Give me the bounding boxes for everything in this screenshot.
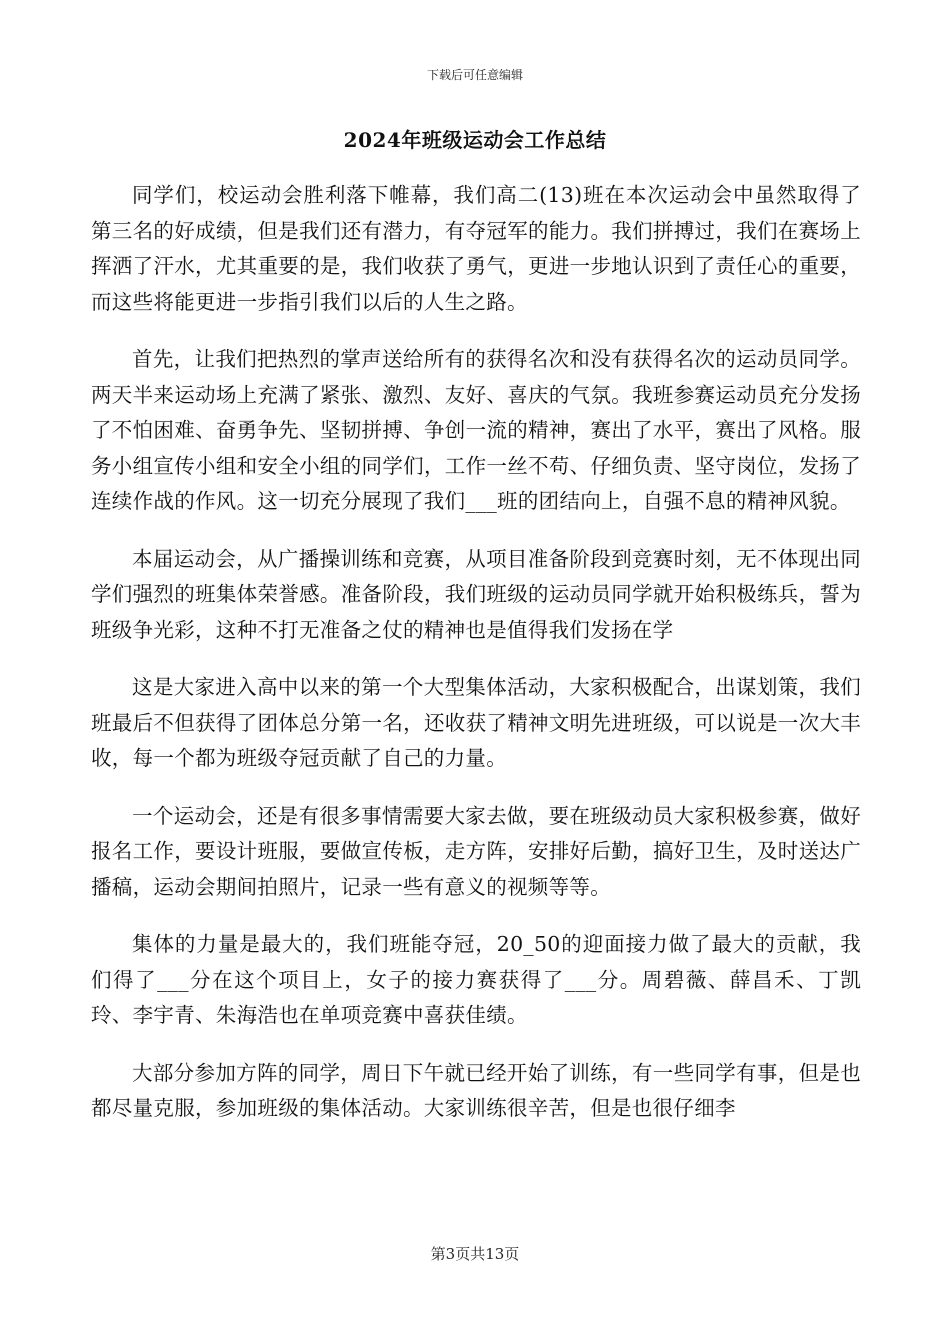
document-body bbox=[91, 178, 861, 1149]
paragraph-2: 首先，让我们把热烈的掌声送给所有的获得名次和没有获得名次的运动员同学。两天半来运动场上充满了紧张、激烈、友好、喜庆的气氛。我班参赛运动员充分发扬了不怕困难、奋勇争先、坚韧拼搏、争创一流的精神，赛出了水平，赛出了风格。服务小组宣传小组和安全小组的同学们，工作一丝不苟、仔细负责、坚守岗位，发扬了连续作战的作风。这一切充分展现了我们___班的团结向上，自强不息的精神风貌。 bbox=[91, 347, 861, 513]
document-title: 2024年班级运动会工作总结 bbox=[343, 128, 607, 152]
paragraph-4: 这是大家进入高中以来的第一个大型集体活动，大家积极配合，出谋划策，我们班最后不但获得了团体总分第一名，还收获了精神文明先进班级，可以说是一次大丰收，每一个都为班级夺冠贡献了自己的力量。 bbox=[91, 675, 861, 770]
header-note: 下载后可任意编辑 bbox=[426, 68, 523, 82]
paragraph-1: 同学们，校运动会胜利落下帷幕，我们高二(13)班在本次运动会中虽然取得了第三名的好成绩，但是我们还有潜力，有夺冠军的能力。我们拼搏过，我们在赛场上挥洒了汗水，尤其重要的是，我们收获了勇气，更进一步地认识到了责任心的重要，而这些将能更进一步指引我们以后的人生之路。 bbox=[91, 183, 861, 314]
page-number: 第3页共13页 bbox=[430, 1245, 520, 1263]
paragraph-7: 大部分参加方阵的同学，周日下午就已经开始了训练，有一些同学有事，但是也都尽量克服，参加班级的集体活动。大家训练很辛苦，但是也很仔细李 bbox=[91, 1060, 861, 1120]
paragraph-3: 本届运动会，从广播操训练和竞赛，从项目准备阶段到竞赛时刻，无不体现出同学们强烈的班集体荣誉感。准备阶段，我们班级的运动员同学就开始积极练兵，誓为班级争光彩，这种不打无准备之仗的精神也是值得我们发扬在学 bbox=[91, 546, 861, 642]
paragraph-6: 集体的力量是最大的，我们班能夺冠，20_50的迎面接力做了最大的贡献，我们得了___分在这个项目上，女子的接力赛获得了___分。周碧薇、薛昌禾、丁凯玲、李宇青、朱海浩也在单项竞赛中喜获佳绩。 bbox=[91, 932, 861, 1027]
paragraph-5: 一个运动会，还是有很多事情需要大家去做，要在班级动员大家积极参赛，做好报名工作，要设计班服，要做宣传板，走方阵，安排好后勤，搞好卫生，及时送达广播稿，运动会期间拍照片，记录一些有意义的视频等等。 bbox=[91, 803, 861, 899]
